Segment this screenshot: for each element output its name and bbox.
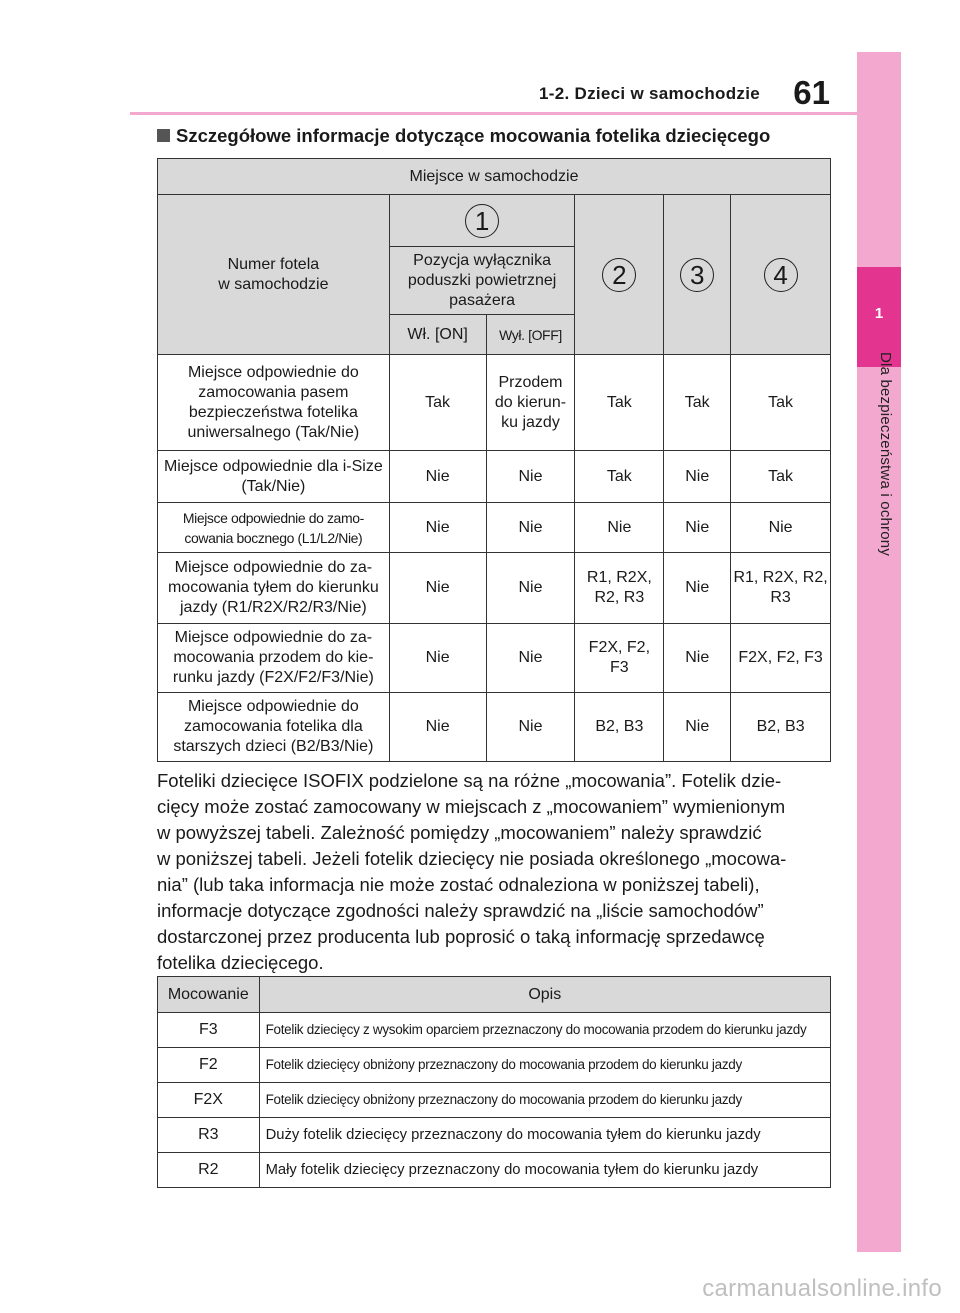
cell-seat-3: Nie (664, 693, 731, 762)
cell-seat-2: Tak (575, 451, 664, 503)
cell-on: Tak (389, 355, 486, 451)
chapter-number: 1 (874, 305, 884, 322)
cell-off: Nie (486, 503, 575, 553)
cell-off: Nie (486, 693, 575, 762)
cell-seat-2: F2X, F2, F3 (575, 624, 664, 693)
cell-seat-4: R1, R2X, R2, R3 (731, 553, 831, 624)
fixture-description: Duży fotelik dziecięcy przeznaczony do mocowania tyłem do kierunku jazdy (259, 1118, 830, 1153)
section-subtitle (157, 125, 770, 147)
cell-off: Przodem do kierun-ku jazdy (486, 355, 575, 451)
table-row (158, 503, 831, 553)
seat-number-4: 4 (764, 258, 798, 292)
row-label: Miejsce odpowiednie do za-mocowania tyłem do kierunku jazdy (R1/R2X/R2/R3/Nie) (158, 553, 390, 624)
fixture-table (157, 976, 831, 1188)
fixture-code: F3 (158, 1013, 260, 1048)
row-label: Miejsce odpowiednie dla i-Size (Tak/Nie) (158, 451, 390, 503)
seat-number-label: Numer fotela w samochodzie (158, 195, 390, 355)
fixture-description: Mały fotelik dziecięcy przeznaczony do mocowania tyłem do kierunku jazdy (259, 1153, 830, 1188)
fixture-code: F2 (158, 1048, 260, 1083)
cell-seat-2: Tak (575, 355, 664, 451)
header-divider (130, 112, 858, 115)
subtitle-text: Szczegółowe informacje dotyczące mocowania fotelika dziecięcego (176, 125, 771, 146)
watermark: carmanualsonline.info (702, 1275, 942, 1302)
cell-on: Nie (389, 451, 486, 503)
page-header (155, 72, 830, 112)
cell-off: Nie (486, 451, 575, 503)
cell-on: Nie (389, 624, 486, 693)
seat-2-header (575, 195, 664, 355)
cell-seat-4: Tak (731, 355, 831, 451)
cell-seat-4: Tak (731, 451, 831, 503)
seat-3-header (664, 195, 731, 355)
table-row (158, 451, 831, 503)
seat-4-header (731, 195, 831, 355)
row-label: Miejsce odpowiednie do za-mocowania przodem do kie-runku jazdy (F2X/F2/F3/Nie) (158, 624, 390, 693)
fixture-description: Fotelik dziecięcy obniżony przeznaczony do mocowania przodem do kierunku jazdy (259, 1083, 830, 1118)
seat-number-1: 1 (465, 204, 499, 238)
paragraph-line: w poniższej tabeli. Jeżeli fotelik dziecięcy nie posiada określonego „mocowa- (157, 848, 787, 869)
row-label: Miejsce odpowiednie do zamocowania pasem bezpieczeństwa fotelika uniwersalnego (Tak/Nie) (158, 355, 390, 451)
table-row (158, 1048, 831, 1083)
place-header: Miejsce w samochodzie (158, 159, 831, 195)
seat-1-header (389, 195, 575, 247)
paragraph-line: fotelika dziecięcego. (157, 952, 324, 973)
paragraph-line: dostarczonej przez producenta lub poprosić o taką informację sprzedawcę (157, 926, 765, 947)
description-header: Opis (259, 977, 830, 1013)
cell-seat-4: Nie (731, 503, 831, 553)
section-title: 1-2. Dzieci w samochodzie (538, 84, 760, 103)
cell-seat-3: Nie (664, 624, 731, 693)
paragraph-line: Foteliki dziecięce ISOFIX podzielone są na różne „mocowania”. Fotelik dzie- (157, 770, 782, 791)
cell-seat-3: Nie (664, 553, 731, 624)
table-row (158, 1153, 831, 1188)
square-bullet-icon (157, 129, 170, 142)
paragraph-line: cięcy może zostać zamocowany w miejscach z „mocowaniem” wymienionym (157, 796, 786, 817)
fixture-header: Mocowanie (158, 977, 260, 1013)
switch-on-label: Wł. [ON] (389, 315, 486, 355)
seat-compatibility-table (157, 158, 831, 762)
cell-seat-3: Nie (664, 503, 731, 553)
paragraph-line: w powyższej tabeli. Zależność pomiędzy „mocowaniem” należy sprawdzić (157, 822, 762, 843)
table-row (158, 1118, 831, 1153)
switch-off-label: Wył. [OFF] (486, 315, 575, 355)
cell-on: Nie (389, 503, 486, 553)
cell-seat-4: F2X, F2, F3 (731, 624, 831, 693)
seat-number-2: 2 (602, 258, 636, 292)
cell-seat-3: Nie (664, 451, 731, 503)
table-row (158, 355, 831, 451)
page-number: 61 (793, 74, 830, 111)
table-row (158, 1083, 831, 1118)
cell-seat-3: Tak (664, 355, 731, 451)
cell-on: Nie (389, 553, 486, 624)
cell-off: Nie (486, 624, 575, 693)
paragraph-line: informacje dotyczące zgodności należy sprawdzić na „liście samochodów” (157, 900, 764, 921)
cell-seat-2: B2, B3 (575, 693, 664, 762)
chapter-title: Dla bezpieczeństwa i ochrony (877, 352, 894, 557)
cell-seat-2: Nie (575, 503, 664, 553)
table-row (158, 553, 831, 624)
row-label: Miejsce odpowiednie do zamo-cowania bocznego (L1/L2/Nie) (158, 503, 390, 553)
table-row (158, 624, 831, 693)
fixture-code: R2 (158, 1153, 260, 1188)
row-label: Miejsce odpowiednie do zamocowania fotelika dla starszych dzieci (B2/B3/Nie) (158, 693, 390, 762)
airbag-switch-label: Pozycja wyłącznika poduszki powietrznej pasażera (389, 247, 575, 315)
cell-on: Nie (389, 693, 486, 762)
table-row (158, 693, 831, 762)
fixture-code: R3 (158, 1118, 260, 1153)
paragraph-line: nia” (lub taka informacja nie może zostać odnaleziona w poniższej tabeli), (157, 874, 760, 895)
seat-number-3: 3 (680, 258, 714, 292)
cell-off: Nie (486, 553, 575, 624)
table-row (158, 1013, 831, 1048)
fixture-description: Fotelik dziecięcy obniżony przeznaczony do mocowania przodem do kierunku jazdy (259, 1048, 830, 1083)
fixture-code: F2X (158, 1083, 260, 1118)
cell-seat-2: R1, R2X, R2, R3 (575, 553, 664, 624)
chapter-sidebar (857, 52, 901, 1252)
isofix-description (157, 768, 833, 976)
cell-seat-4: B2, B3 (731, 693, 831, 762)
fixture-description: Fotelik dziecięcy z wysokim oparciem przeznaczony do mocowania przodem do kierunku jazdy (259, 1013, 830, 1048)
